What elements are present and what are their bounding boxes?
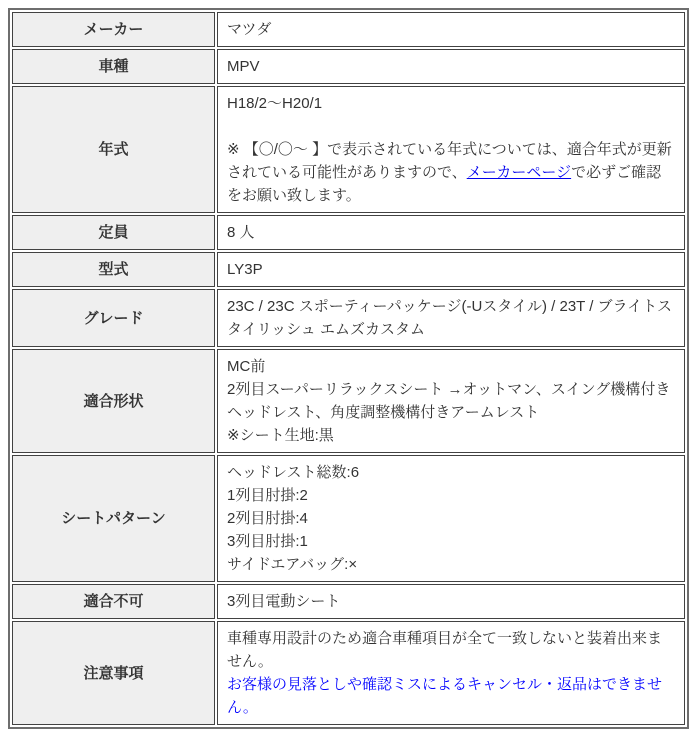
seat-pattern-line: 3列目肘掛:1 [227, 533, 308, 550]
row-seat-pattern [12, 455, 685, 582]
year-note-before: ※ 【〇/〇～ 】で表示されている年式については、適合年式が更新されている可能性がありますので、 [227, 141, 672, 181]
vehicle-label: 車種 [12, 49, 215, 84]
vehicle-compatibility-table [8, 8, 689, 729]
notes-line-no-returns: お客様の見落としや確認ミスによるキャンセル・返品はできません。 [227, 676, 663, 716]
seat-pattern-line: 2列目肘掛:4 [227, 510, 308, 527]
model-code-label: 型式 [12, 252, 215, 287]
fit-shape-label: 適合形状 [12, 349, 215, 453]
capacity-label: 定員 [12, 215, 215, 250]
row-year [12, 86, 685, 213]
model-code-value: LY3P [217, 252, 685, 287]
row-vehicle [12, 49, 685, 84]
notes-label: 注意事項 [12, 621, 215, 725]
row-fit-shape [12, 349, 685, 453]
fit-shape-line: MC前 [227, 358, 266, 375]
year-range: H18/2～H20/1 [227, 95, 323, 112]
year-label: 年式 [12, 86, 215, 213]
maker-label: メーカー [12, 12, 215, 47]
year-value [217, 86, 685, 213]
grade-value: 23C / 23C スポーティーパッケージ(-Uスタイル) / 23T / ブライトスタイリッシュ エムズカスタム [217, 289, 685, 347]
row-notes [12, 621, 685, 725]
seat-pattern-line: ヘッドレスト総数:6 [227, 464, 360, 481]
seat-pattern-line: サイドエアバッグ:× [227, 556, 358, 573]
fit-shape-line: ※シート生地:黒 [227, 427, 334, 444]
fit-shape-line: 2列目スーパーリラックスシート →オットマン、スイング機構付きヘッドレスト、角度調整機構付きアームレスト [227, 381, 671, 421]
seat-pattern-line: 1列目肘掛:2 [227, 487, 308, 504]
vehicle-value: MPV [217, 49, 685, 84]
seat-pattern-value [217, 455, 685, 582]
row-model-code [12, 252, 685, 287]
row-incompatible [12, 584, 685, 619]
maker-value: マツダ [217, 12, 685, 47]
fit-shape-value [217, 349, 685, 453]
row-capacity [12, 215, 685, 250]
year-note-after: で必ずご確認をお願い致します。 [227, 164, 662, 204]
seat-pattern-label: シートパターン [12, 455, 215, 582]
row-grade [12, 289, 685, 347]
maker-page-link[interactable]: メーカーページ [466, 164, 572, 181]
notes-value [217, 621, 685, 725]
notes-line-warning: 車種専用設計のため適合車種項目が全て一致しないと装着出来ません。 [227, 630, 663, 670]
incompatible-label: 適合不可 [12, 584, 215, 619]
row-maker [12, 12, 685, 47]
grade-label: グレード [12, 289, 215, 347]
year-update-note [227, 138, 675, 207]
incompatible-value: 3列目電動シート [217, 584, 685, 619]
capacity-value: 8 人 [217, 215, 685, 250]
blank-line [227, 115, 675, 138]
